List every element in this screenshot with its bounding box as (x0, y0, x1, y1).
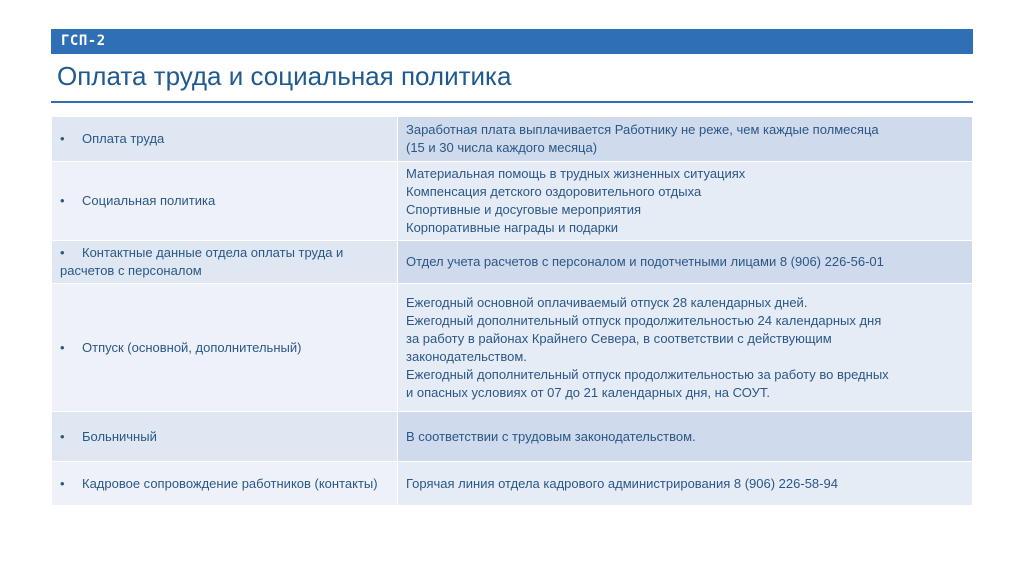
title-divider (51, 101, 973, 103)
row-value-line: Отдел учета расчетов с персоналом и подотчетными лицами 8 (906) 226-56-01 (406, 254, 884, 269)
row-value-cell (398, 117, 973, 162)
row-value-line: и опасных условиях от 07 до 21 календарных дня, на СОУТ. (406, 384, 770, 400)
row-label-cell (52, 117, 398, 162)
row-label: Больничный (82, 428, 157, 444)
row-value-cell (398, 462, 973, 506)
table-row (52, 412, 973, 462)
row-label: Социальная политика (82, 193, 216, 208)
row-value-line: Корпоративные награды и подарки (406, 220, 618, 235)
row-value-line: Ежегодный дополнительный отпуск продолжительностью 24 календарных дня (406, 312, 882, 328)
row-value-line: Материальная помощь в трудных жизненных ситуациях (406, 166, 746, 181)
info-table (51, 116, 973, 506)
row-value-line: за работу в районах Крайнего Севера, в соответствии с действующим (406, 330, 832, 346)
table-row (52, 241, 973, 284)
bullet-icon: • (60, 475, 65, 491)
row-value-cell (398, 162, 973, 241)
row-value-cell (398, 241, 973, 284)
row-label-cell (52, 284, 398, 412)
row-value-line: Ежегодный дополнительный отпуск продолжительностью за работу во вредных (406, 366, 889, 382)
row-value-cell (398, 412, 973, 462)
row-value-line: В соответствии с трудовым законодательством. (406, 428, 696, 444)
row-label: Отпуск (основной, дополнительный) (82, 339, 302, 355)
row-value-line: законодательством. (406, 348, 527, 364)
table-row (52, 462, 973, 506)
row-label-cell (52, 241, 398, 284)
row-label: Контактные данные отдела оплаты труда и расчетов с персоналом (60, 245, 344, 278)
row-value-line: Ежегодный основной оплачиваемый отпуск 28 календарных дней. (406, 294, 808, 310)
row-label-cell (52, 162, 398, 241)
table-row (52, 284, 973, 412)
row-value-line: Спортивные и досуговые мероприятия (406, 202, 642, 217)
row-value-line: (15 и 30 числа каждого месяца) (406, 140, 598, 155)
row-value-line: Компенсация детского оздоровительного отдыха (406, 184, 702, 199)
bullet-icon: • (60, 245, 65, 260)
page-title: Оплата труда и социальная политика (57, 61, 512, 91)
row-label: Оплата труда (82, 131, 165, 146)
row-label: Кадровое сопровождение работников (контакты) (82, 475, 378, 491)
row-value-line: Заработная плата выплачивается Работнику не реже, чем каждые полмесяца (406, 122, 879, 137)
brand-label: ГСП-2 (61, 33, 106, 49)
row-label-cell (52, 412, 398, 462)
header-bar (51, 29, 973, 54)
table-row (52, 162, 973, 241)
row-label-cell (52, 462, 398, 506)
bullet-icon: • (60, 131, 65, 146)
table-row (52, 117, 973, 162)
row-value-line: Горячая линия отдела кадрового администрирования 8 (906) 226-58-94 (406, 475, 838, 491)
row-value-cell (398, 284, 973, 412)
bullet-icon: • (60, 428, 65, 444)
bullet-icon: • (60, 193, 65, 208)
bullet-icon: • (60, 339, 65, 355)
